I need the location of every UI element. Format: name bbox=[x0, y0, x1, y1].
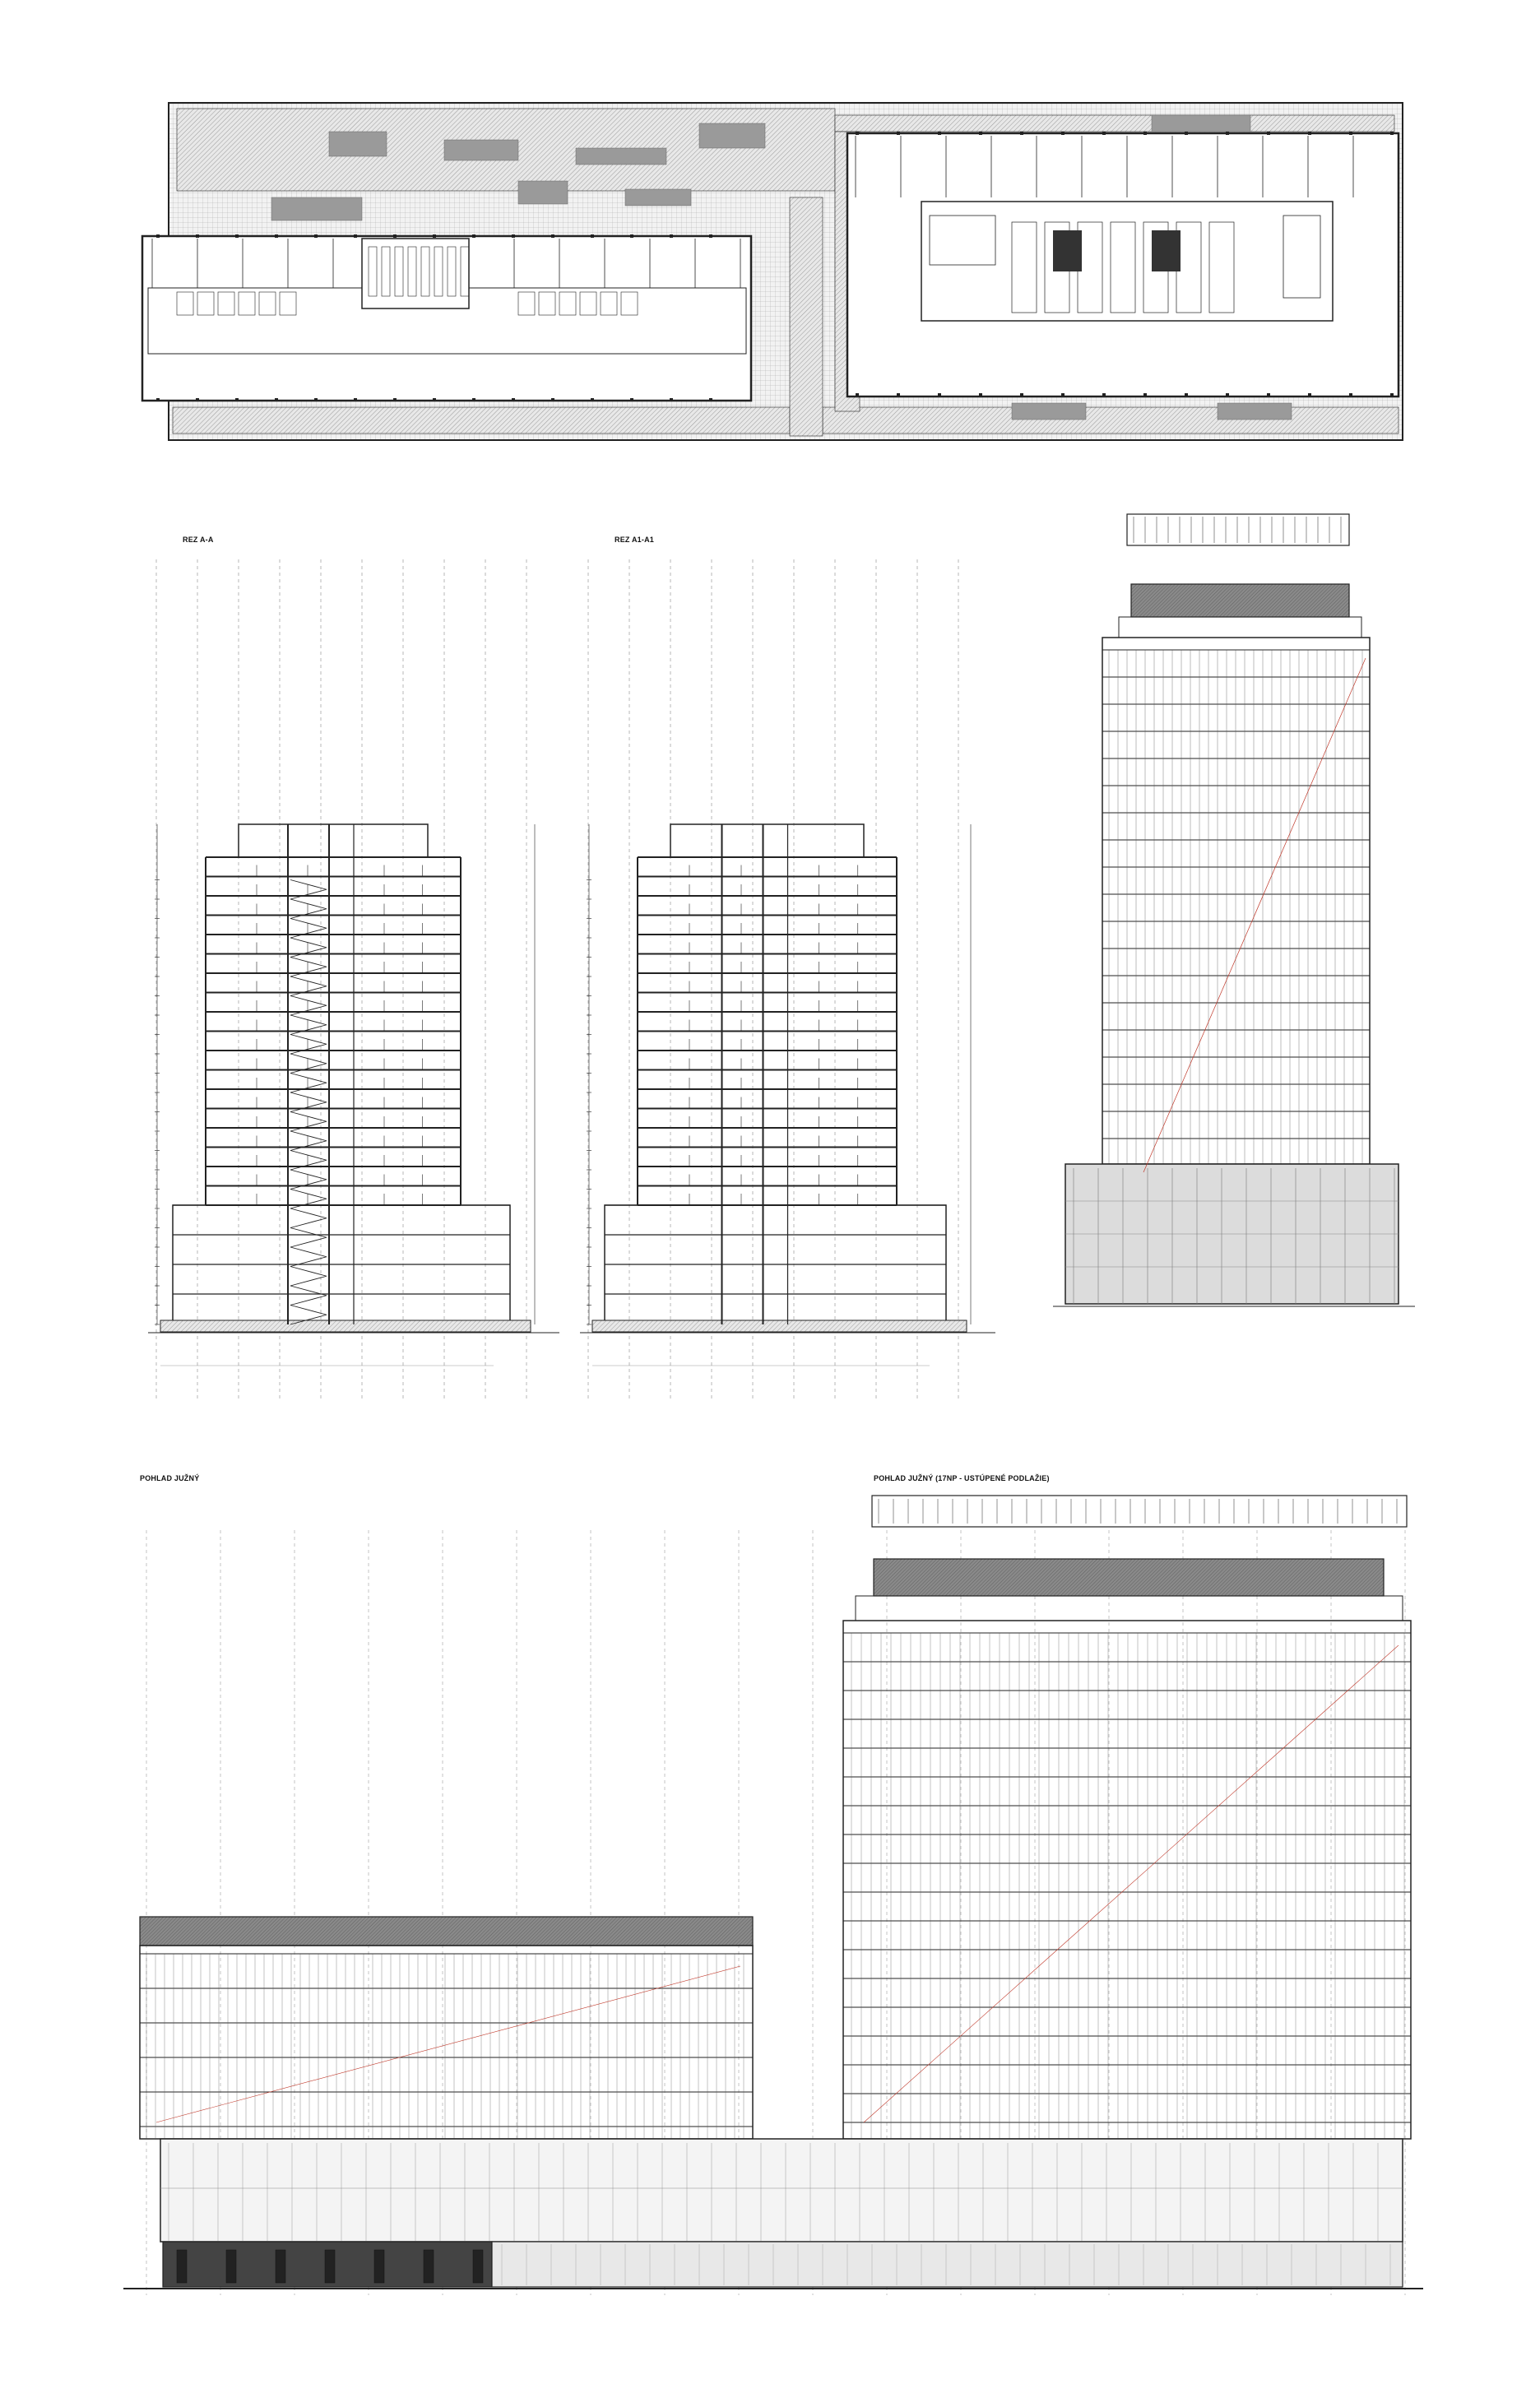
left-building-plan bbox=[142, 234, 751, 401]
section-a-drawing bbox=[148, 559, 559, 1398]
section-a-title: REZ A-A bbox=[183, 536, 214, 544]
section-a1-title: REZ A1-A1 bbox=[615, 536, 654, 544]
south-view-upper-title: POHLAD JUŽNÝ (17NP - USTÚPENÉ PODLAŽIE) bbox=[874, 1474, 1050, 1482]
south-view-title: POHLAD JUŽNÝ bbox=[140, 1474, 200, 1482]
section-a1-drawing bbox=[580, 559, 995, 1398]
tower-elevation-drawing bbox=[1053, 514, 1415, 1306]
south-elevation-drawing bbox=[123, 1496, 1423, 2295]
right-building-plan bbox=[847, 132, 1399, 397]
